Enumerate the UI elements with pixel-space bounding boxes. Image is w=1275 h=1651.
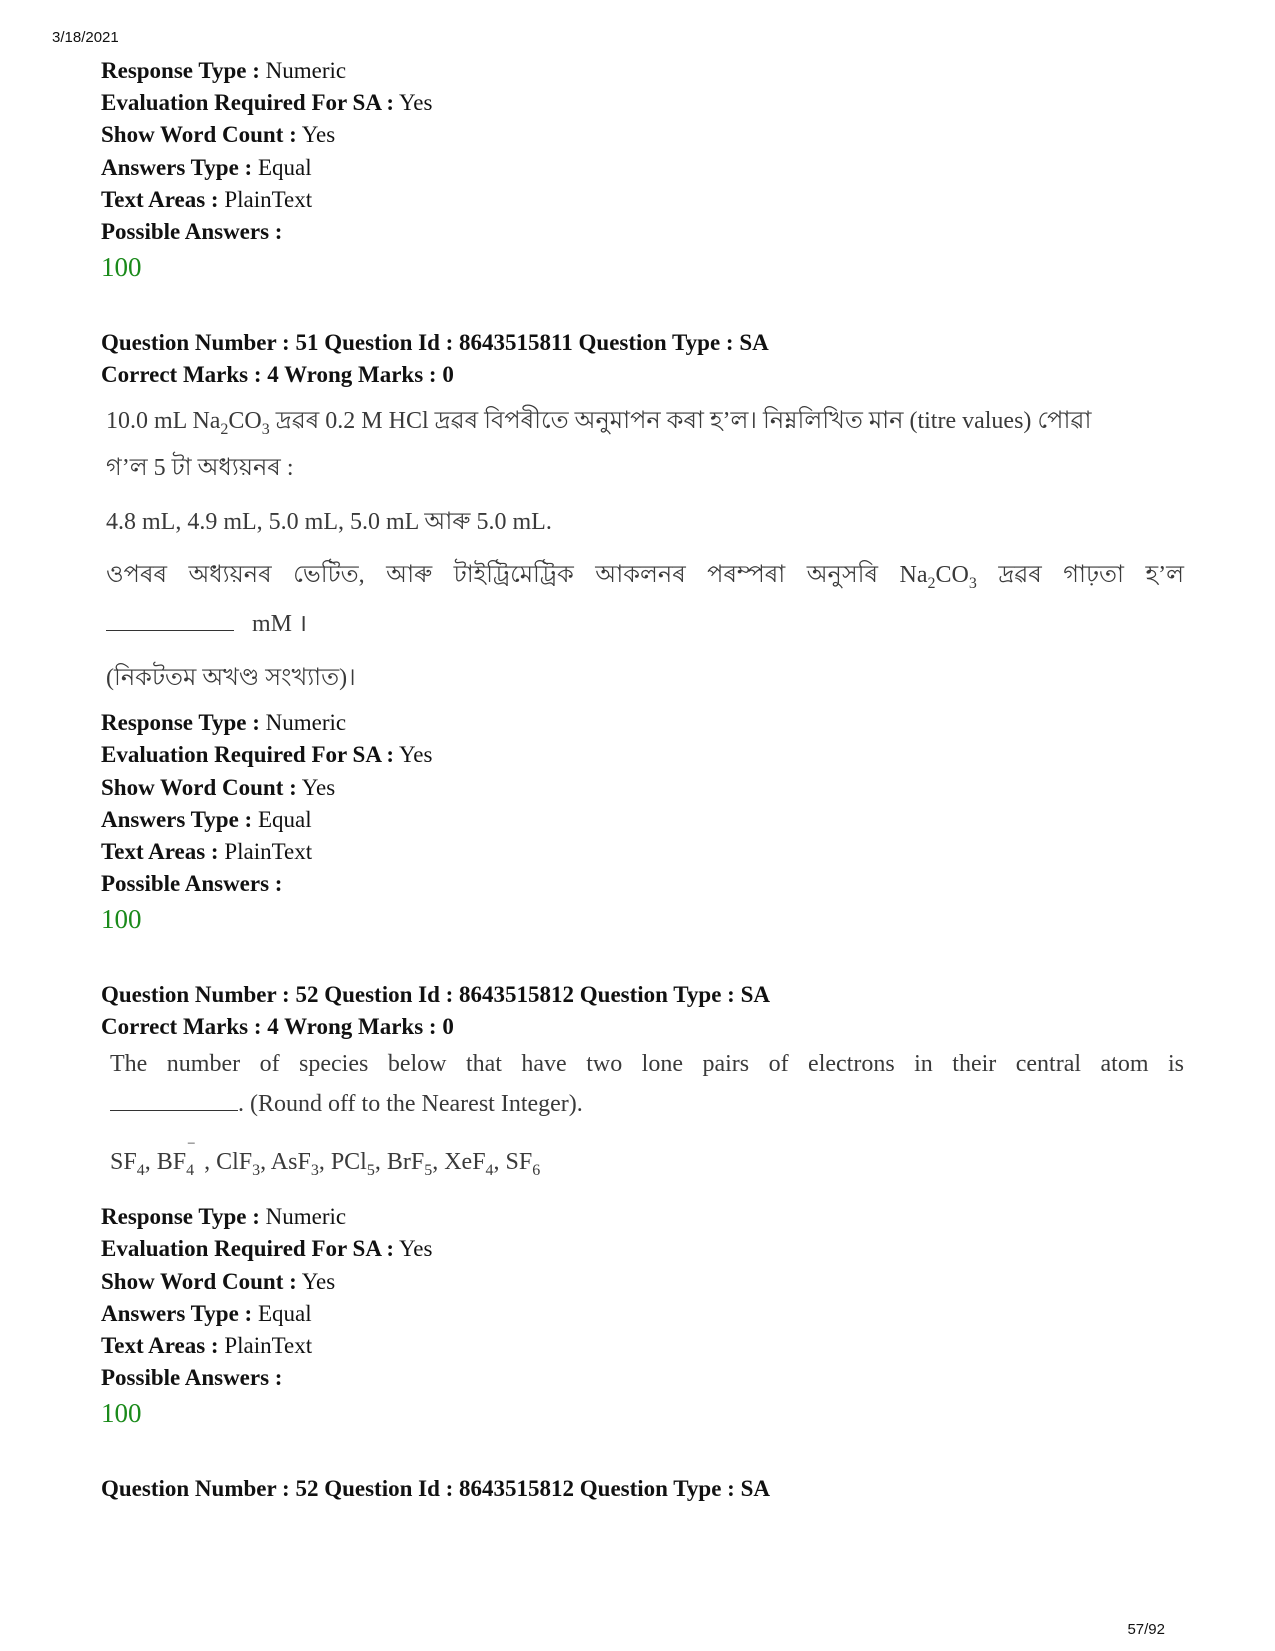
- possible-answers-label: Possible Answers :: [101, 1365, 283, 1390]
- word: below: [387, 1051, 447, 1077]
- chemical-species: $SF_4$,: [110, 1149, 157, 1179]
- answers-type-row: Answers Type : Equal: [101, 807, 312, 832]
- question-text-line: গ’ল 5 টা অধ্যয়নৰ :: [106, 455, 294, 481]
- species-list: [110, 1136, 541, 1179]
- word: The: [110, 1051, 148, 1077]
- response-type-row: Response Type : Numeric: [101, 58, 347, 83]
- word: their: [952, 1051, 997, 1077]
- question-marks: Correct Marks : 4 Wrong Marks : 0: [101, 362, 454, 387]
- answers-type-row: Answers Type : Equal: [101, 1301, 312, 1326]
- answer-blank: [106, 612, 234, 631]
- word: of: [259, 1051, 280, 1077]
- evaluation-required-row: Evaluation Required For SA : Yes: [101, 1236, 433, 1261]
- question-text-line: 4.8 mL, 4.9 mL, 5.0 mL, 5.0 mL আৰু 5.0 mL.: [106, 509, 552, 535]
- question-text-line: mM ।: [106, 608, 307, 640]
- question-text-line: [106, 559, 1184, 591]
- question-marks: Correct Marks : 4 Wrong Marks : 0: [101, 1014, 454, 1039]
- question-header: Question Number : 52 Question Id : 8643515812 Question Type : SA: [101, 1476, 770, 1501]
- response-type-row: Response Type : Numeric: [101, 1204, 347, 1229]
- chemical-species: BrF$_5$,: [386, 1149, 445, 1179]
- formula: $Na_2CO_3$: [899, 562, 977, 592]
- word: অনুসৰি: [806, 562, 879, 588]
- word: of: [768, 1051, 789, 1077]
- word: আকলনৰ: [595, 562, 686, 588]
- word: আৰু: [386, 562, 433, 588]
- chemical-species: ClF$_3$,: [216, 1149, 271, 1179]
- page-number: 57/92: [1127, 1621, 1165, 1638]
- evaluation-required-row: Evaluation Required For SA : Yes: [101, 90, 433, 115]
- word: টাইট্ৰিমেট্ৰিক: [453, 562, 574, 588]
- word: ভেটিত,: [293, 562, 365, 588]
- word: হ’ল: [1145, 562, 1184, 588]
- evaluation-required-row: Evaluation Required For SA : Yes: [101, 742, 433, 767]
- chemical-species: BF − $_4$ ,: [156, 1136, 217, 1179]
- word: ওপৰৰ: [106, 562, 167, 588]
- question-text-line: . (Round off to the Nearest Integer).: [110, 1088, 583, 1120]
- chemical-species: XeF$_4$,: [444, 1149, 506, 1179]
- question-header: Question Number : 52 Question Id : 8643515812 Question Type : SA: [101, 982, 770, 1007]
- question-text-line: (নিকটতম অখণ্ড সংখ্যাত)।: [106, 665, 356, 691]
- word: in: [914, 1051, 933, 1077]
- text-areas-row: Text Areas : PlainText: [101, 839, 313, 864]
- show-word-count-row: Show Word Count : Yes: [101, 122, 336, 147]
- chemical-species: AsF$_3$,: [270, 1149, 331, 1179]
- answers-type-row: Answers Type : Equal: [101, 155, 312, 180]
- word: that: [465, 1051, 502, 1077]
- possible-answer-value: 100: [101, 904, 142, 934]
- word: pairs: [702, 1051, 750, 1077]
- word: পৰম্পৰা: [707, 562, 786, 588]
- question-text-line: [110, 1048, 1184, 1080]
- word: is: [1167, 1051, 1184, 1077]
- word: central: [1015, 1051, 1082, 1077]
- word: species: [299, 1051, 369, 1077]
- word: two: [586, 1051, 623, 1077]
- word: lone: [641, 1051, 683, 1077]
- show-word-count-row: Show Word Count : Yes: [101, 775, 336, 800]
- possible-answers-label: Possible Answers :: [101, 871, 283, 896]
- word: অধ্যয়নৰ: [188, 562, 272, 588]
- question-header: Question Number : 51 Question Id : 8643515811 Question Type : SA: [101, 330, 769, 355]
- word: atom: [1100, 1051, 1149, 1077]
- possible-answer-value: 100: [101, 1398, 142, 1428]
- response-type-row: Response Type : Numeric: [101, 710, 347, 735]
- word: দ্ৰৱৰ: [998, 562, 1042, 588]
- print-date: 3/18/2021: [52, 29, 119, 46]
- possible-answer-value: 100: [101, 252, 142, 282]
- word: number: [166, 1051, 241, 1077]
- chemical-species: $SF_6$: [505, 1149, 541, 1179]
- chemical-species: PCl$_5$,: [330, 1149, 387, 1179]
- answer-blank: [110, 1092, 238, 1111]
- text-areas-row: Text Areas : PlainText: [101, 187, 313, 212]
- show-word-count-row: Show Word Count : Yes: [101, 1269, 336, 1294]
- text-areas-row: Text Areas : PlainText: [101, 1333, 313, 1358]
- question-text-line: 10.0 mL $Na_2CO_3$ দ্ৰৱৰ 0.2 M HCl দ্ৰৱৰ বিপৰীতে অনুমাপন কৰা হ’ল। নিম্নলিখিত মান (titre values) পোৱা: [106, 408, 1092, 438]
- word: electrons: [808, 1051, 895, 1077]
- word: গাঢ়তা: [1063, 562, 1125, 588]
- word: have: [521, 1051, 567, 1077]
- possible-answers-label: Possible Answers :: [101, 219, 283, 244]
